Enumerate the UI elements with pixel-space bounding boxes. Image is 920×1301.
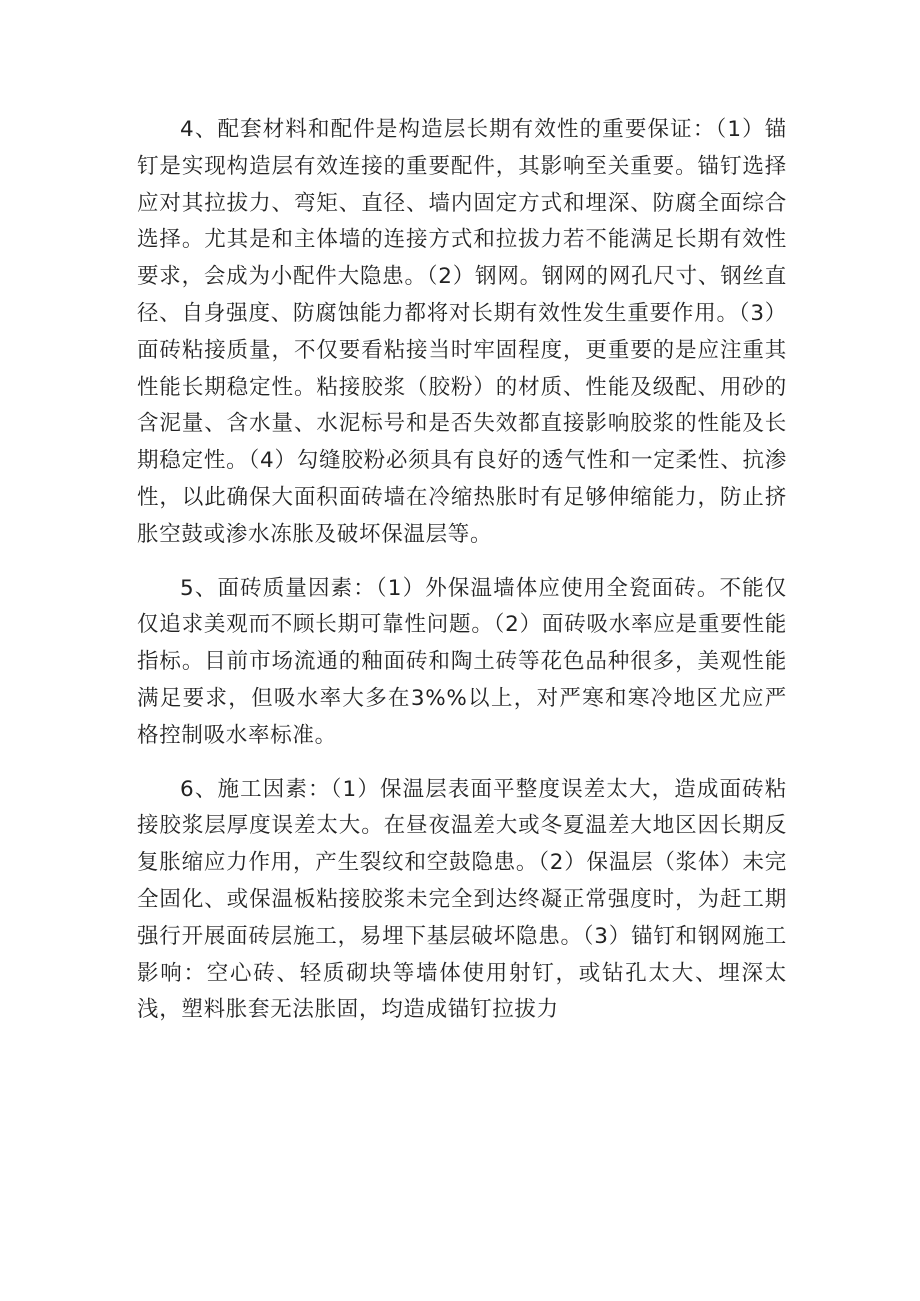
paragraph-6-construction-factors: 6、施工因素：（1）保温层表面平整度误差太大，造成面砖粘接胶浆层厚度误差太大。在昼夜温差大或冬夏温差大地区因长期反复胀缩应力作用，产生裂纹和空鼓隐患。（2）保温层（浆体）未完全固化、或保温板粘接胶浆未完全到达终凝正常强度时，为赶工期强行开展面砖层施工，易埋下基层破坏隐患。（3）锚钉和钢网施工影响：空心砖、轻质砌块等墙体使用射钉，或钻孔太大、埋深太浅，塑料胀套无法胀固，均造成锚钉拉拔力 [137, 776, 787, 1023]
document-body [137, 112, 787, 1029]
paragraph-4-supporting-materials: 4、配套材料和配件是构造层长期有效性的重要保证：（1）锚钉是实现构造层有效连接的重要配件，其影响至关重要。锚钉选择应对其拉拔力、弯矩、直径、墙内固定方式和埋深、防腐全面综合选择。尤其是和主体墙的连接方式和拉拔力若不能满足长期有效性要求，会成为小配件大隐患。（2）钢网。钢网的网孔尺寸、钢丝直径、自身强度、防腐蚀能力都将对长期有效性发生重要作用。（3）面砖粘接质量，不仅要看粘接当时牢固程度，更重要的是应注重其性能长期稳定性。粘接胶浆（胶粉）的材质、性能及级配、用砂的含泥量、含水量、水泥标号和是否失效都直接影响胶浆的性能及长期稳定性。（4）勾缝胶粉必须具有良好的透气性和一定柔性、抗渗性，以此确保大面积面砖墙在冷缩热胀时有足够伸缩能力，防止挤胀空鼓或渗水冻胀及破坏保温层等。 [137, 117, 787, 547]
paragraph-5-tile-quality: 5、面砖质量因素：（1）外保温墙体应使用全瓷面砖。不能仅仅追求美观而不顾长期可靠性问题。（2）面砖吸水率应是重要性能指标。目前市场流通的釉面砖和陶土砖等花色品种很多，美观性能满足要求，但吸水率大多在3%%以上，对严寒和寒冷地区尤应严格控制吸水率标准。 [137, 575, 787, 748]
